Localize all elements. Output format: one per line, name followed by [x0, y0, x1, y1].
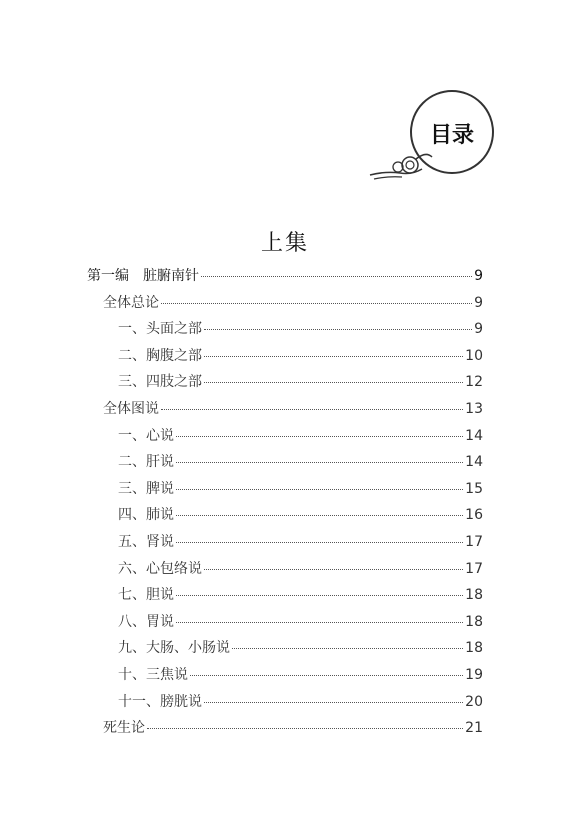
toc-entry[interactable] — [118, 639, 483, 657]
toc-entry[interactable] — [118, 347, 483, 365]
toc-entry-page: 19 — [465, 667, 483, 683]
toc-leader-dots — [204, 329, 472, 330]
toc-entry-page: 12 — [465, 374, 483, 391]
toc-leader-dots — [204, 569, 463, 570]
cloud-ornament-icon — [366, 145, 436, 185]
toc-entry[interactable] — [118, 613, 483, 631]
toc-entry[interactable] — [118, 666, 483, 684]
toc-entry[interactable] — [118, 693, 483, 711]
toc-entry[interactable] — [87, 267, 483, 285]
toc-entry-page: 13 — [465, 401, 483, 417]
toc-entry[interactable] — [118, 506, 483, 524]
toc-leader-dots — [176, 595, 463, 596]
toc-entry-label: 全体图说 — [103, 401, 159, 417]
toc-entry-label: 四、肺说 — [118, 507, 174, 524]
toc-leader-dots — [176, 515, 463, 516]
toc-entry-label: 全体总论 — [103, 294, 159, 311]
toc-entry-page: 14 — [465, 454, 483, 471]
toc-entry-label: 十一、膀胱说 — [118, 693, 202, 710]
toc-entry-label: 五、肾说 — [118, 534, 174, 550]
toc-title: 目录 — [429, 123, 474, 148]
toc-entry[interactable] — [103, 294, 483, 312]
toc-entry-page: 18 — [465, 613, 483, 630]
toc-entry[interactable] — [118, 560, 483, 578]
toc-entry-label: 八、胃说 — [118, 613, 174, 630]
toc-entry-page: 17 — [465, 560, 483, 577]
toc-entry-page: 17 — [465, 534, 483, 550]
toc-leader-dots — [201, 276, 472, 277]
toc-entry-label: 十、三焦说 — [118, 667, 188, 683]
toc-leader-dots — [176, 489, 463, 490]
section-title: 上集 — [260, 231, 309, 256]
toc-entry-label: 二、肝说 — [118, 454, 174, 471]
toc-entry-page: 9 — [474, 294, 483, 311]
toc-entry-label: 二、胸腹之部 — [118, 347, 202, 364]
toc-entry-page: 18 — [465, 587, 483, 604]
toc-entry-label: 一、头面之部 — [118, 321, 202, 338]
toc-entry[interactable] — [118, 320, 483, 338]
toc-entry-page: 21 — [465, 720, 483, 737]
toc-leader-dots — [176, 622, 463, 623]
toc-entry[interactable] — [118, 480, 483, 498]
toc-leader-dots — [204, 702, 463, 703]
toc-leader-dots — [161, 303, 472, 304]
toc-entry[interactable] — [118, 533, 483, 551]
toc-leader-dots — [232, 648, 463, 649]
toc-entry-label: 一、心说 — [118, 427, 174, 444]
toc-entry-label: 三、四肢之部 — [118, 374, 202, 391]
toc-entry[interactable] — [103, 719, 483, 737]
toc-entry-page: 18 — [465, 640, 483, 657]
toc-entry[interactable] — [103, 400, 483, 418]
toc-entry-page: 10 — [465, 347, 483, 364]
toc-entry-page: 16 — [465, 507, 483, 524]
toc-entry[interactable] — [118, 373, 483, 391]
toc-leader-dots — [190, 675, 463, 676]
toc-entry-page: 14 — [465, 427, 483, 444]
toc-leader-dots — [176, 462, 463, 463]
toc-leader-dots — [204, 382, 463, 383]
toc-entry-page: 9 — [474, 321, 483, 338]
toc-leader-dots — [161, 409, 463, 410]
toc-entry[interactable] — [118, 453, 483, 471]
toc-leader-dots — [204, 356, 463, 357]
toc-entry-label: 死生论 — [103, 720, 145, 737]
toc-leader-dots — [147, 728, 463, 729]
toc-entry-label: 七、胆说 — [118, 587, 174, 604]
toc-entry[interactable] — [118, 586, 483, 604]
toc-entry-page: 9 — [474, 268, 483, 284]
toc-entry-label: 三、脾说 — [118, 480, 174, 497]
toc-entry-page: 20 — [465, 693, 483, 710]
toc-entry-label: 六、心包络说 — [118, 560, 202, 577]
toc-entry-page: 15 — [465, 480, 483, 497]
toc-entry-label: 九、大肠、小肠说 — [118, 640, 230, 657]
toc-entry-label: 第一编 脏腑南针 — [87, 268, 199, 284]
toc-entry[interactable] — [118, 427, 483, 445]
toc-leader-dots — [176, 436, 463, 437]
toc-leader-dots — [176, 542, 463, 543]
